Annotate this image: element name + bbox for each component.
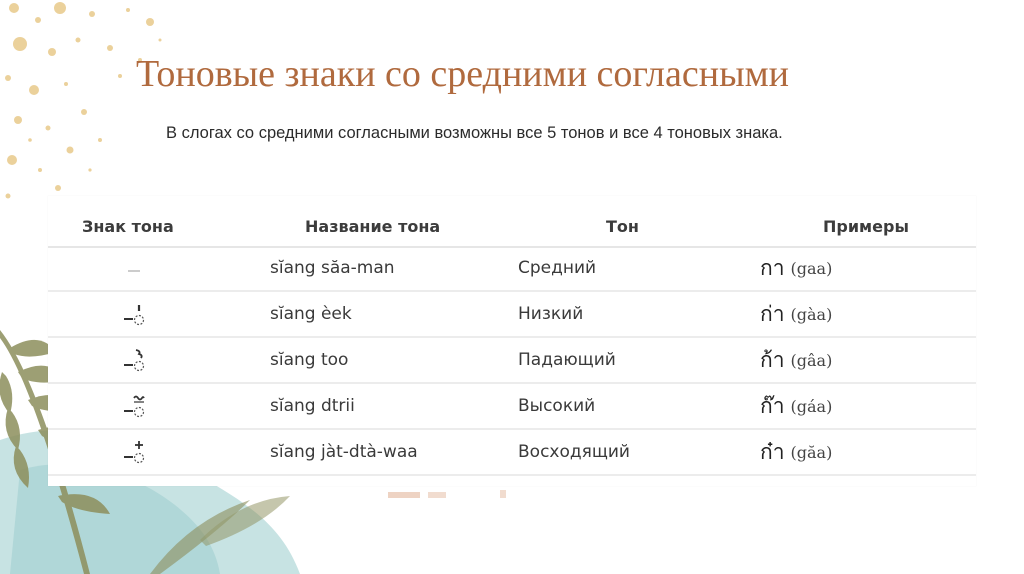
table-header	[48, 206, 976, 248]
thai-example: ก๋า	[760, 439, 785, 464]
thai-example: ก๊า	[760, 393, 785, 418]
tone-mark-cell	[82, 338, 202, 382]
table-row	[48, 430, 976, 476]
tone-label: Низкий	[518, 304, 584, 324]
no-tone-mark-icon	[122, 253, 152, 283]
transliteration: (gáa)	[790, 396, 833, 416]
example-cell	[760, 384, 980, 428]
tone-label: Падающий	[518, 350, 616, 370]
tone-name: sĭang dtrii	[270, 396, 355, 416]
slide-title: Тоновые знаки со средними согласными	[136, 53, 789, 95]
example-cell	[760, 292, 980, 336]
header-examples: Примеры	[823, 216, 909, 236]
thai-example: ก้า	[760, 347, 785, 372]
header-tone-mark: Знак тона	[82, 216, 174, 236]
tone-label: Высокий	[518, 396, 596, 416]
table-row	[48, 384, 976, 430]
transliteration: (gaa)	[790, 258, 833, 278]
tone-marks-table	[48, 196, 976, 486]
table-row	[48, 292, 976, 338]
header-tone: Тон	[606, 216, 639, 236]
tone-mark-cell	[82, 292, 202, 336]
tone-name: sĭang èek	[270, 304, 352, 324]
mai-ek-mark-icon	[122, 299, 152, 329]
mai-chattawa-mark-icon	[122, 437, 152, 467]
thai-example: กา	[760, 255, 785, 280]
transliteration: (găa)	[790, 442, 833, 462]
slide-subtitle: В слогах со средними согласными возможны все 5 тонов и все 4 тоновых знака.	[166, 124, 783, 142]
transliteration: (gàa)	[790, 304, 833, 324]
tone-mark-cell	[82, 384, 202, 428]
mai-tho-mark-icon	[122, 345, 152, 375]
tone-name: sĭang săa-man	[270, 258, 395, 278]
tone-name: sĭang jàt-dtà-waa	[270, 442, 418, 462]
transliteration: (gâa)	[790, 350, 833, 370]
tone-name: sĭang too	[270, 350, 349, 370]
tone-mark-cell	[82, 430, 202, 474]
tone-label: Восходящий	[518, 442, 630, 462]
table-row	[48, 338, 976, 384]
example-cell	[760, 338, 980, 382]
table-row	[48, 246, 976, 292]
tone-mark-cell	[82, 246, 202, 290]
header-tone-name: Название тона	[305, 216, 441, 236]
tone-label: Средний	[518, 258, 597, 278]
thai-example: ก่า	[760, 301, 785, 326]
mai-tri-mark-icon	[122, 391, 152, 421]
example-cell	[760, 430, 980, 474]
cropped-text-fragment	[388, 488, 518, 500]
gold-splatter-icon	[5, 2, 162, 199]
example-cell	[760, 246, 980, 290]
